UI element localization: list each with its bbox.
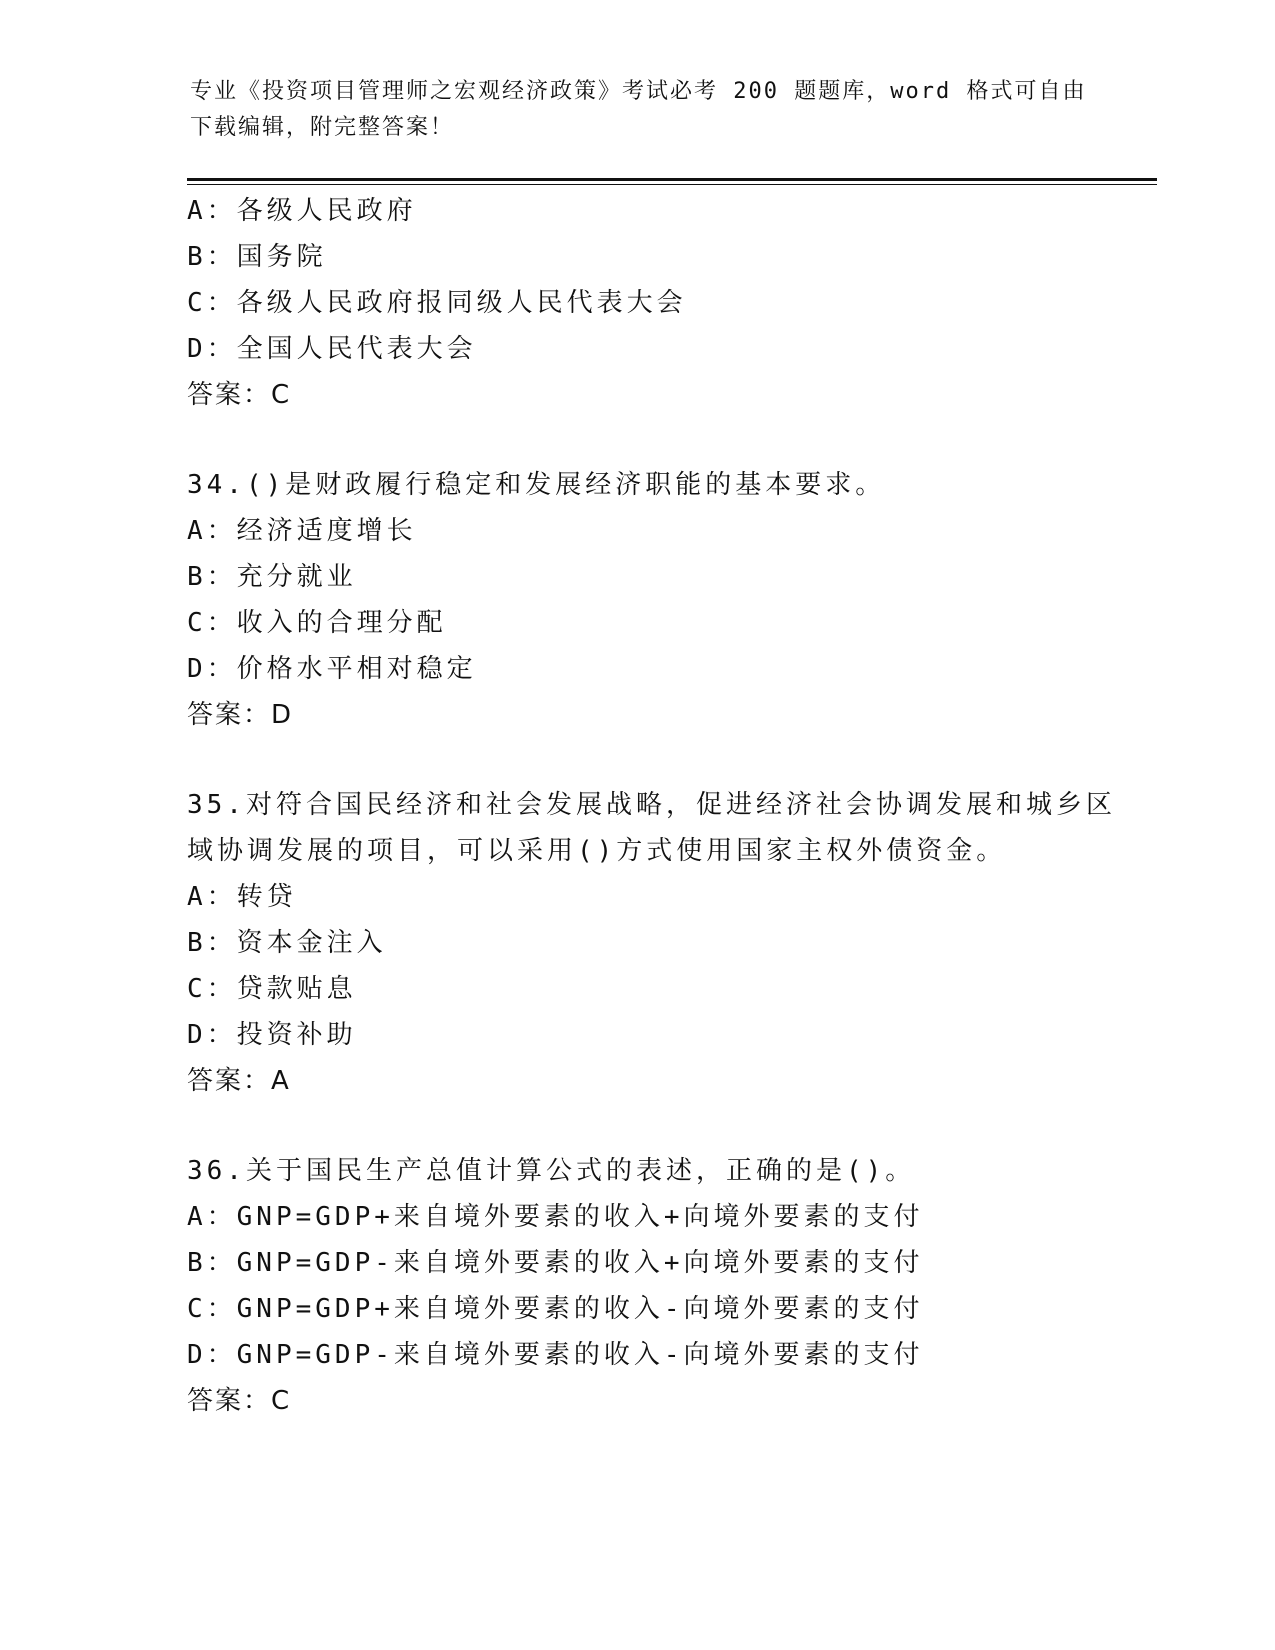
question-stem: 34.()是财政履行稳定和发展经济职能的基本要求。 <box>187 470 886 500</box>
header-divider-thick <box>187 178 1157 181</box>
question-36 <box>187 1148 1087 1424</box>
option-c: C：各级人民政府报同级人民代表大会 <box>187 288 687 318</box>
document-header <box>190 74 1110 146</box>
answer-line: 答案：A <box>187 1066 291 1096</box>
option-c: C：GNP=GDP+来自境外要素的收入-向境外要素的支付 <box>187 1294 924 1324</box>
option-c: C：收入的合理分配 <box>187 608 447 638</box>
option-c: C：贷款贴息 <box>187 974 357 1004</box>
question-33-continued <box>187 188 1087 418</box>
answer-line: 答案：C <box>187 380 292 410</box>
option-b: B：资本金注入 <box>187 928 387 958</box>
question-34 <box>187 462 1087 738</box>
question-list <box>187 188 1116 1468</box>
question-stem-line-1: 35.对符合国民经济和社会发展战略，促进经济社会协调发展和城乡区 <box>187 790 1116 820</box>
option-d: D：GNP=GDP-来自境外要素的收入-向境外要素的支付 <box>187 1340 924 1370</box>
answer-line: 答案：D <box>187 700 294 730</box>
option-b: B：充分就业 <box>187 562 357 592</box>
option-a: A：各级人民政府 <box>187 196 417 226</box>
header-divider-thin <box>187 184 1157 185</box>
option-d: D：价格水平相对稳定 <box>187 654 477 684</box>
option-d: D：投资补助 <box>187 1020 357 1050</box>
answer-line: 答案：C <box>187 1386 292 1416</box>
option-d: D：全国人民代表大会 <box>187 334 477 364</box>
option-b: B：国务院 <box>187 242 327 272</box>
option-b: B：GNP=GDP-来自境外要素的收入+向境外要素的支付 <box>187 1248 924 1278</box>
header-line-1: 专业《投资项目管理师之宏观经济政策》考试必考 200 题题库，word 格式可自由 <box>190 79 1087 104</box>
question-35 <box>187 782 1116 1104</box>
header-line-2: 下载编辑，附完整答案！ <box>190 115 455 140</box>
option-a: A：GNP=GDP+来自境外要素的收入+向境外要素的支付 <box>187 1202 924 1232</box>
question-stem-line-2: 域协调发展的项目，可以采用()方式使用国家主权外债资金。 <box>187 836 1007 866</box>
option-a: A：转贷 <box>187 882 297 912</box>
question-stem: 36.关于国民生产总值计算公式的表述，正确的是()。 <box>187 1156 916 1186</box>
option-a: A：经济适度增长 <box>187 516 417 546</box>
